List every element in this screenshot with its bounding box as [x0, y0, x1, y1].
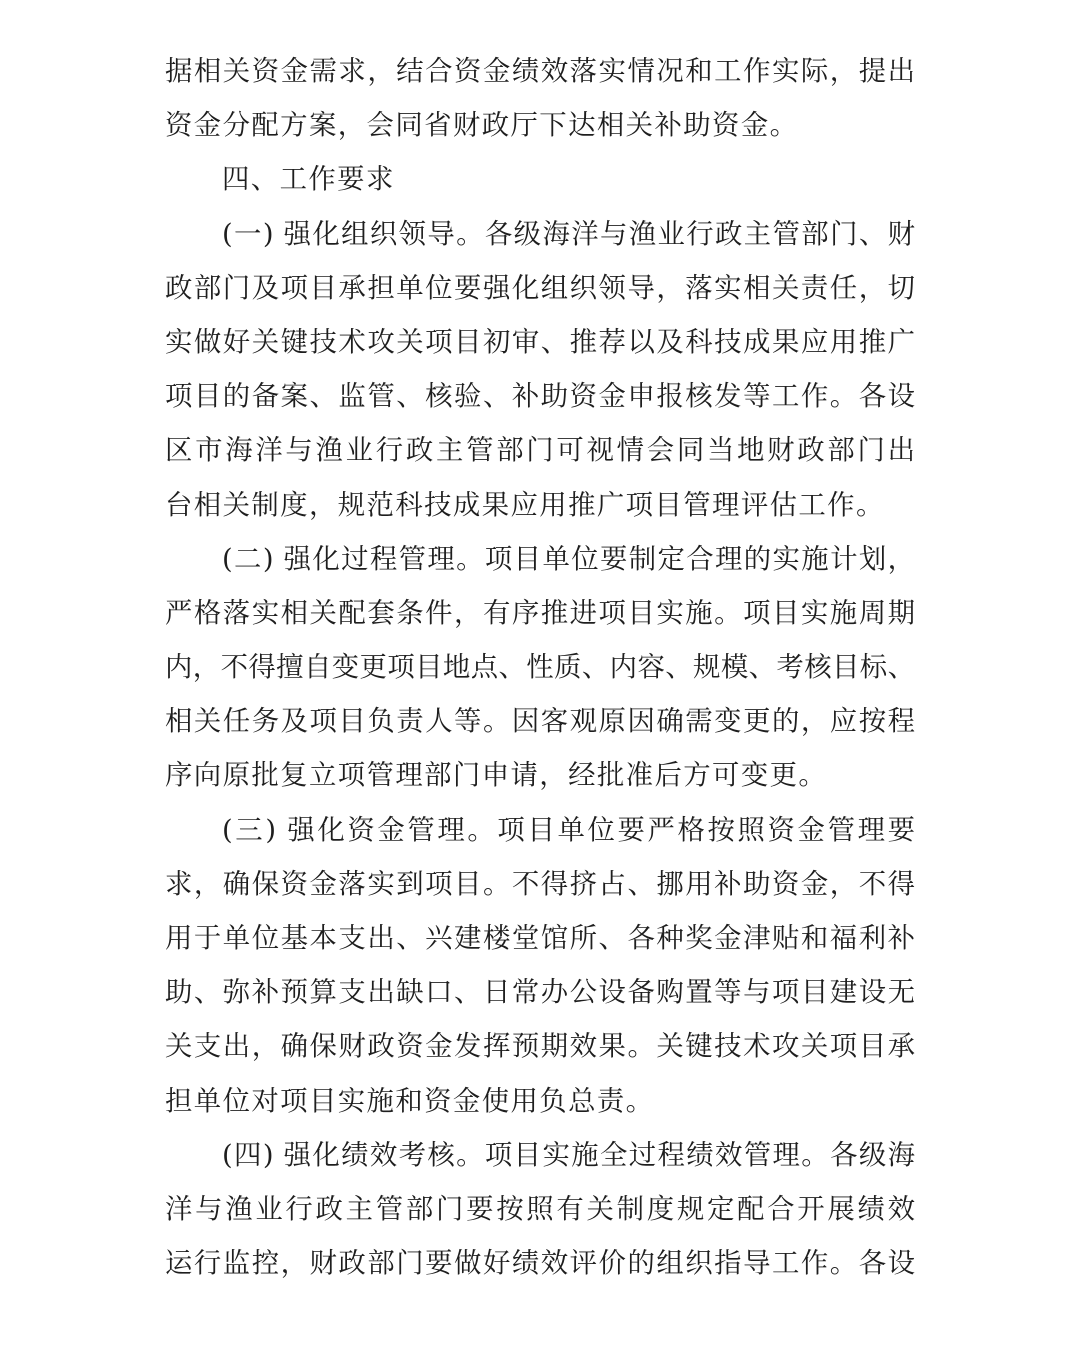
text-line: 资金分配方案，会同省财政厅下达相关补助资金。 [165, 110, 799, 142]
text-line: 实做好关键技术攻关项目初审、推荐以及科技成果应用推广 [165, 326, 915, 358]
text-line: (一) 强化组织领导。各级海洋与渔业行政主管部门、财 [222, 218, 915, 250]
text-line: 相关任务及项目负责人等。因客观原因确需变更的，应按程 [165, 706, 915, 738]
heading-line: 四、工作要求 [222, 164, 395, 196]
paragraph-fund-management [165, 804, 915, 1129]
text-line: 政部门及项目承担单位要强化组织领导，落实相关责任，切 [165, 272, 915, 304]
text-line: 洋与渔业行政主管部门要按照有关制度规定配合开展绩效 [165, 1193, 915, 1225]
text-line: 助、弥补预算支出缺口、日常办公设备购置等与项目建设无 [165, 977, 915, 1009]
text-line: (四) 强化绩效考核。项目实施全过程绩效管理。各级海 [222, 1139, 915, 1171]
text-line: 担单位对项目实施和资金使用负总责。 [165, 1085, 655, 1117]
text-line: 关支出，确保财政资金发挥预期效果。关键技术攻关项目承 [165, 1031, 915, 1063]
section-heading [165, 153, 915, 207]
text-line: 序向原批复立项管理部门申请，经批准后方可变更。 [165, 760, 828, 792]
text-line: 用于单位基本支出、兴建楼堂馆所、各种奖金津贴和福利补 [165, 923, 915, 954]
text-line: 项目的备案、监管、核验、补助资金申报核发等工作。各设 [165, 381, 915, 413]
text-line: 求，确保资金落实到项目。不得挤占、挪用补助资金，不得 [165, 868, 915, 900]
document-page [165, 45, 915, 1291]
paragraph-continuation [165, 45, 915, 153]
text-line: 内，不得擅自变更项目地点、性质、内容、规模、考核目标、 [165, 652, 915, 684]
text-line: 台相关制度，规范科技成果应用推广项目管理评估工作。 [165, 489, 885, 521]
paragraph-organization-leadership [165, 208, 915, 533]
text-line: 区市海洋与渔业行政主管部门可视情会同当地财政部门出 [165, 435, 915, 467]
text-line: 严格落实相关配套条件，有序推进项目实施。项目实施周期 [165, 597, 915, 629]
text-line: 据相关资金需求，结合资金绩效落实情况和工作实际，提出 [165, 56, 915, 87]
text-line: (三) 强化资金管理。项目单位要严格按照资金管理要 [222, 814, 915, 846]
text-line: 运行监控，财政部门要做好绩效评价的组织指导工作。各设 [165, 1248, 915, 1280]
paragraph-performance-assessment [165, 1129, 915, 1292]
paragraph-process-management [165, 533, 915, 804]
text-line: (二) 强化过程管理。项目单位要制定合理的实施计划， [222, 543, 915, 575]
